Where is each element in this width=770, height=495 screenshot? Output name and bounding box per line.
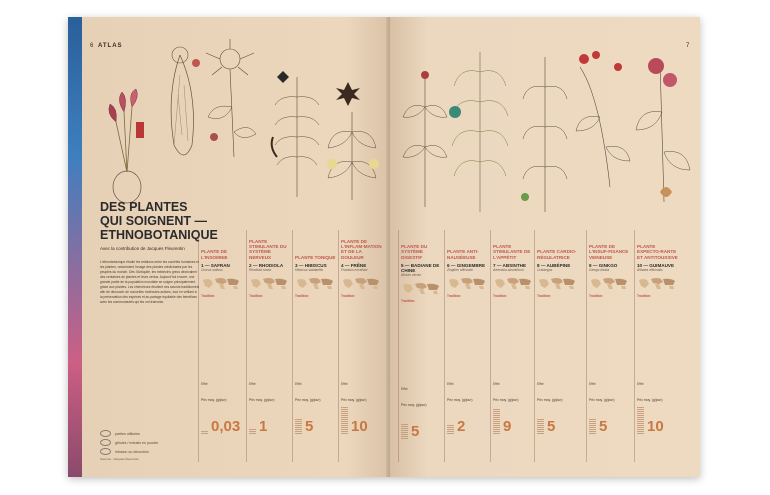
plant-name: 9 — GINKGO	[589, 263, 618, 268]
hibiscus-illustration	[200, 37, 270, 177]
price-value: 2	[457, 418, 466, 435]
leaf-icon	[100, 430, 111, 437]
plant-effect: Effet	[401, 387, 408, 391]
world-map	[249, 276, 289, 290]
plant-latin-name: Althaea officinalis	[637, 268, 663, 272]
price-bar	[637, 406, 644, 434]
price-label: Prix moy. (g/jour)	[637, 398, 663, 402]
world-map	[201, 276, 241, 290]
title-line-2: QUI SOIGNENT —	[100, 214, 207, 228]
page-title	[100, 200, 218, 242]
plant-column	[198, 230, 243, 462]
world-map-icon	[447, 276, 487, 290]
plant-name: 6 — GINGEMBRE	[447, 263, 486, 268]
plant-effect: Effet	[637, 382, 644, 386]
price-bar	[201, 430, 208, 434]
plant-latin-name: Crocus sativus	[201, 268, 223, 272]
plant-description: Tradition	[447, 294, 461, 298]
plant-name: 7 — ABSINTHE	[493, 263, 527, 268]
price-block	[247, 404, 291, 434]
price-value: 5	[547, 418, 556, 435]
plant-description: Tradition	[537, 294, 551, 298]
plant-latin-name: Fraxinus excelsior	[341, 268, 368, 272]
world-map	[401, 281, 441, 295]
plant-latin-name: Rhodiola rosea	[249, 268, 272, 272]
capsule-icon	[100, 439, 111, 446]
price-label: Prix moy. (g/jour)	[493, 398, 519, 402]
plant-name: 3 — HIBISCUS	[295, 263, 327, 268]
plant-description: Tradition	[249, 294, 263, 298]
plant-category: PLANTE DE L'INFLAM-MATION ET DE LA DOULEUR	[341, 238, 382, 260]
world-map-icon	[295, 276, 335, 290]
price-bar	[447, 425, 454, 434]
plant-description: Tradition	[589, 294, 603, 298]
legend-item: infusion ou décoction	[100, 447, 200, 456]
price-value: 9	[503, 418, 512, 435]
plant-effect: Effet	[341, 382, 348, 386]
hawthorn-illustration	[570, 37, 635, 197]
world-map	[589, 276, 629, 290]
plant-description: Tradition	[401, 299, 415, 303]
plant-category: PLANTE DE L'INSUF-FISANCE VEINEUSE	[589, 244, 629, 260]
price-value: 1	[259, 418, 268, 435]
price-value: 5	[599, 418, 608, 435]
price-block	[199, 404, 243, 434]
cup-icon	[100, 448, 111, 455]
plant-column	[534, 230, 579, 462]
plant-category: PLANTE STIMULANTE DU SYSTÈME NERVEUX	[249, 238, 287, 260]
world-map-icon	[637, 276, 677, 290]
plant-name: 10 — GUIMAUVE	[637, 263, 675, 268]
plant-description: Tradition	[201, 294, 215, 298]
price-label: Prix moy. (g/jour)	[249, 398, 275, 402]
world-map	[637, 276, 677, 290]
plant-name: 8 — AUBÉPINE	[537, 263, 571, 268]
plant-name: 2 — RHODIOLA	[249, 263, 284, 268]
plant-column	[586, 230, 631, 462]
subtitle: Avec la contribution de Jacques Fleurentin	[100, 246, 185, 251]
star-anise-illustration	[322, 72, 387, 202]
plant-description: Tradition	[493, 294, 507, 298]
price-label: Prix moy. (g/jour)	[589, 398, 615, 402]
price-value: 5	[305, 418, 314, 435]
wormwood-illustration	[515, 47, 575, 217]
plant-column	[246, 230, 291, 462]
price-label: Prix moy. (g/jour)	[537, 398, 563, 402]
plant-category: PLANTE DE L'INSOMNIE	[201, 249, 228, 260]
world-map	[493, 276, 533, 290]
world-map-icon	[537, 276, 577, 290]
plant-effect: Effet	[295, 382, 302, 386]
plant-column	[490, 230, 535, 462]
ginger-illustration	[445, 42, 515, 217]
plant-latin-name: Ginkgo biloba	[589, 268, 610, 272]
legend	[100, 429, 200, 456]
plant-latin-name: Zingiber officinale	[447, 268, 473, 272]
world-map-icon	[401, 281, 441, 295]
marshmallow-illustration	[630, 52, 695, 212]
legend-item: gélules / extraits en poudre	[100, 438, 200, 447]
world-map	[341, 276, 381, 290]
world-map	[447, 276, 487, 290]
plant-name: 4 — FRÊNE	[341, 263, 367, 268]
world-map-icon	[589, 276, 629, 290]
plant-category: PLANTE EXPECTO-RANTE ET ANTITOUSSIVE	[637, 244, 678, 260]
plant-category: PLANTE CARDIO-RÉGULATRICE	[537, 249, 577, 260]
price-value: 10	[351, 418, 368, 435]
price-bar	[341, 406, 348, 434]
price-bar	[295, 418, 302, 434]
plant-effect: Effet	[447, 382, 454, 386]
plant-column	[398, 230, 443, 462]
title-line-3: ETHNOBOTANIQUE	[100, 228, 218, 242]
star-anise-branch-illustration	[400, 57, 450, 217]
page-number-left: 6	[90, 43, 94, 49]
plant-latin-name: Crataegus	[537, 268, 553, 272]
price-block	[491, 404, 535, 434]
price-bar	[493, 408, 500, 434]
plant-name: 5 — BADIANE DE CHINE	[401, 263, 440, 273]
price-block	[445, 404, 489, 434]
price-block	[635, 404, 679, 434]
plant-category: PLANTE ANTI-NAUSÉEUSE	[447, 249, 479, 260]
price-value: 10	[647, 418, 664, 435]
plant-category: PLANTE TONIQUE	[295, 254, 336, 260]
title-line-1: DES PLANTES	[100, 200, 188, 214]
price-block	[339, 404, 383, 434]
price-label: Prix moy. (g/jour)	[295, 398, 321, 402]
price-block	[587, 404, 631, 434]
plant-effect: Effet	[249, 382, 256, 386]
plant-effect: Effet	[201, 382, 208, 386]
plant-category: PLANTE STIMULANTE DE L'APPÉTIT	[493, 244, 531, 260]
price-value: 5	[411, 423, 420, 440]
plant-latin-name: Hibiscus sabdariffa	[295, 268, 323, 272]
price-label: Prix moy. (g/jour)	[401, 403, 427, 407]
price-label: Prix moy. (g/jour)	[447, 398, 473, 402]
plant-description: Tradition	[295, 294, 309, 298]
world-map-icon	[341, 276, 381, 290]
credit-text: Sources : Jacques Fleurentin	[100, 457, 139, 461]
world-map-icon	[493, 276, 533, 290]
page-number-right: 7	[686, 43, 690, 49]
plant-effect: Effet	[537, 382, 544, 386]
section-label: ATLAS	[98, 43, 123, 49]
plant-description: Tradition	[341, 294, 355, 298]
plant-description: Tradition	[637, 294, 651, 298]
world-map	[537, 276, 577, 290]
rhodiola-illustration	[152, 45, 207, 175]
legend-item: parties utilisées	[100, 429, 200, 438]
plant-latin-name: Artemisia absinthium	[493, 268, 524, 272]
plant-column	[444, 230, 489, 462]
world-map-icon	[249, 276, 289, 290]
plant-name: 1 — SAFRAN	[201, 263, 230, 268]
price-bar	[401, 423, 408, 439]
open-magazine	[68, 17, 700, 477]
plant-effect: Effet	[589, 382, 596, 386]
price-block	[399, 409, 443, 439]
price-value: 0,03	[211, 418, 241, 435]
world-map	[295, 276, 335, 290]
ash-illustration	[267, 57, 327, 207]
price-bar	[537, 418, 544, 434]
plant-column	[338, 230, 383, 462]
price-label: Prix moy. (g/jour)	[341, 398, 367, 402]
plant-latin-name: Illicium verum	[401, 273, 422, 277]
intro-text: L'ethnobotanique étudie les relations entre les sociétés humaines et les plantes, notamment l'usage des plantes médicinales par les peuples du monde. Dès l'Antiquité, les médecins grecs décrivaient des centaines de plantes et leurs vertus. Aujourd'hui encore, une grande partie de la population mondiale se soigne principalement grâce aux plantes. Les chercheurs étudient ces savoirs traditionnels afin de découvrir de nouvelles molécules actives, tout en veillant à la préservation des espèces et au partage équitable des bénéfices avec les communautés qui les ont transmis.	[100, 260, 200, 304]
plant-column	[292, 230, 337, 462]
price-bar	[589, 418, 596, 434]
plant-effect: Effet	[493, 382, 500, 386]
plant-category: PLANTE DU SYSTÈME DIGESTIF	[401, 244, 428, 260]
price-bar	[249, 428, 256, 434]
price-block	[535, 404, 579, 434]
price-block	[293, 404, 337, 434]
plant-column	[634, 230, 679, 462]
price-label: Prix moy. (g/jour)	[201, 398, 227, 402]
world-map-icon	[201, 276, 241, 290]
